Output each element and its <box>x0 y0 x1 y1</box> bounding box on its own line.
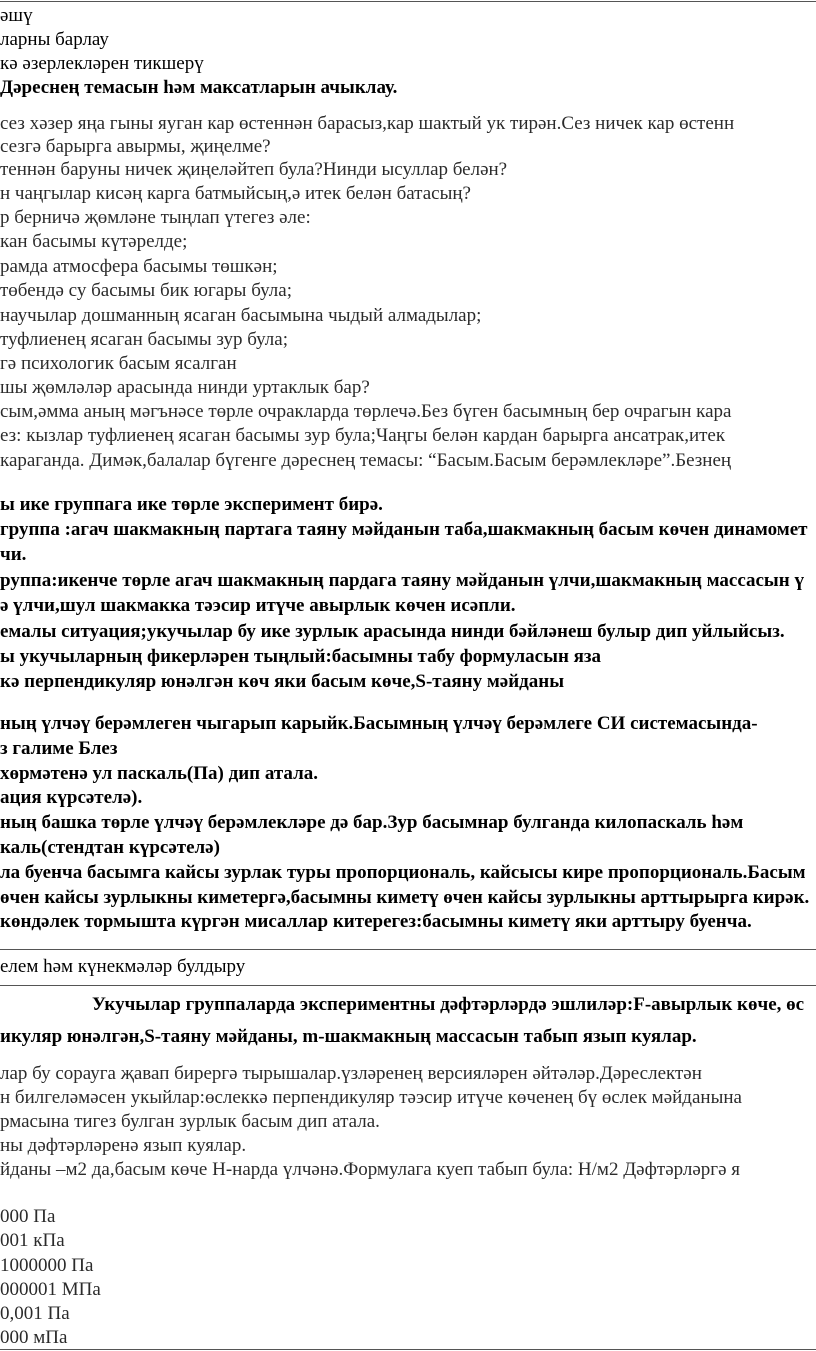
conversion-item: 001 кПа <box>0 1230 65 1251</box>
units-line: көндәлек тормышта күргән мисаллар китерегез:басымны киметү яки арттыру буенча. <box>0 911 752 932</box>
experiment-line: чи. <box>0 544 27 565</box>
intro-line: гә психологик басым ясалган <box>0 353 237 374</box>
experiment-line: ы ике группага ике төрле эксперимент бирә. <box>0 494 383 515</box>
intro-line: н чаңгылар кисәң карга батмыйсың,ә итек белән батасың? <box>0 183 471 204</box>
header-line-3: кә әзерлекләрен тикшерү <box>0 53 204 74</box>
intro-line: ез: кызлар туфлиенең ясаган басымы зур була;Чаңгы белән кардан барырга ансатрак,итек <box>0 425 726 446</box>
lesson-goal-heading: Дәреснең темасын һәм максатларын ачыклау. <box>0 77 398 98</box>
intro-line: сезгә барырга авырмы, җиңелме? <box>0 136 271 157</box>
table-line: ны дәфтәрләренә язып куялар. <box>0 1135 247 1156</box>
header-line-2: ларны барлау <box>0 29 109 50</box>
intro-line: сез хәзер яңа гыны яуган кар өстеннән барасыз,кар шактый ук тирән.Сез ничек кар өстенн <box>0 113 735 134</box>
table-header-cell: елем һәм күнекмәләр булдыру <box>0 956 246 977</box>
bottom-rule <box>0 1349 816 1350</box>
conversion-item: 1000000 Па <box>0 1255 94 1276</box>
intro-line: караганда. Димәк,балалар бүгенге дәреснең темасы: “Басым.Басым берәмлекләре”.Безнең <box>0 450 732 471</box>
units-line: хөрмәтенә ул паскаль(Па) дип атала. <box>0 763 318 784</box>
intro-line: туфлиенең ясаган басымы зур була; <box>0 329 288 350</box>
table-line: рмасына тигез булган зурлык басым дип атала. <box>0 1111 380 1132</box>
table-line: лар бу сораугa җавап бирергә тырышалар.үзләренең версияләрен әйтәләр.Дәреслектән <box>0 1063 702 1084</box>
table-rule-top <box>0 949 816 950</box>
conversion-item: 000001 МПа <box>0 1279 101 1300</box>
experiment-line: кә перпендикуляр юнәлгән көч яки басым көче,S-таяну мәйданы <box>0 671 565 692</box>
units-line: өчен кайсы зурлыкны киметергә,басымны киметү өчен кайсы зурлыкны арттырырга кирәк. <box>0 887 810 908</box>
intro-line: р берничә җөмләне тыңлап үтегез әле: <box>0 207 311 228</box>
intro-line: кан басымы күтәрелде; <box>0 231 188 252</box>
experiment-line: группа :агач шакмакның партага таяну мәйданын таба,шакмакның басым көчен динамомет <box>0 519 808 540</box>
intro-line: шы җөмләләр арасында нинди уртаклык бар? <box>0 377 370 398</box>
intro-line: научылар дошманның ясаган басымына чыдый алмадылар; <box>0 305 482 326</box>
units-line: з галиме Блез <box>0 738 118 759</box>
table-line-bold: икуляр юнәлгән,S-таяну мәйданы, m-шакмакның массасын табып язып куялар. <box>0 1026 697 1047</box>
experiment-line: руппа:икенче төрле агач шакмакның пардага таяну мәйданын үлчи,шакмакның массасын ү <box>0 570 804 591</box>
intro-line: теннән баруны ничек җиңеләйтеп була?Нинди ысуллар белән? <box>0 159 508 180</box>
units-line: каль(стендтан күрсәтелә) <box>0 837 220 858</box>
header-line-1: әшү <box>0 5 33 26</box>
conversion-item: 000 Па <box>0 1206 56 1227</box>
experiment-line: ә үлчи,шул шакмакка тәэсир итүче авырлык көчен исәпли. <box>0 595 516 616</box>
experiment-line: емалы ситуация;укучылар бу ике зурлык арасында нинди бәйләнеш булыр дип уйлыйсыз. <box>0 621 785 642</box>
intro-line: рамда атмосфера басымы төшкән; <box>0 256 278 277</box>
units-line: ла буенча басымга кайсы зурлак туры пропорциональ, кайсысы кире пропорциональ.Басым <box>0 862 806 883</box>
table-rule-mid <box>0 985 816 986</box>
table-line-bold: Укучылар группаларда экспериментны дәфтәрләрдә эшлиләр:F-авырлык көче, өс <box>92 994 805 1015</box>
conversion-item: 0,001 Па <box>0 1303 70 1324</box>
units-line: ация күрсәтелә). <box>0 787 143 808</box>
units-line: ның башка төрле үлчәү берәмлекләре дә бар.Зур басымнар булганда килопаскаль һәм <box>0 812 744 833</box>
experiment-line: ы укучыларның фикерләрен тыңлый:басымны табу формуласын яза <box>0 646 602 667</box>
intro-line: сым,әмма аның мәгънәсе төрле очракларда төрлечә.Без бүген басымның бер очрагын кара <box>0 401 732 422</box>
units-line: ның үлчәү берәмлеген чыгарып карыйк.Басымның үлчәү берәмлеге СИ системасында- <box>0 713 758 734</box>
table-line: йданы –м2 да,басым көче Н-нарда үлчәнә.Формулага куеп табып була: Н/м2 Дәфтәрләргә я <box>0 1159 741 1180</box>
conversion-item: 000 мПа <box>0 1327 68 1348</box>
intro-line: төбендә су басымы бик югары була; <box>0 280 292 301</box>
table-line: н билгеләмәсен укыйлар:өслеккә перпендикуляр тәэсир итүче көченең бү өслек мәйданына <box>0 1087 742 1108</box>
top-rule <box>0 1 816 2</box>
